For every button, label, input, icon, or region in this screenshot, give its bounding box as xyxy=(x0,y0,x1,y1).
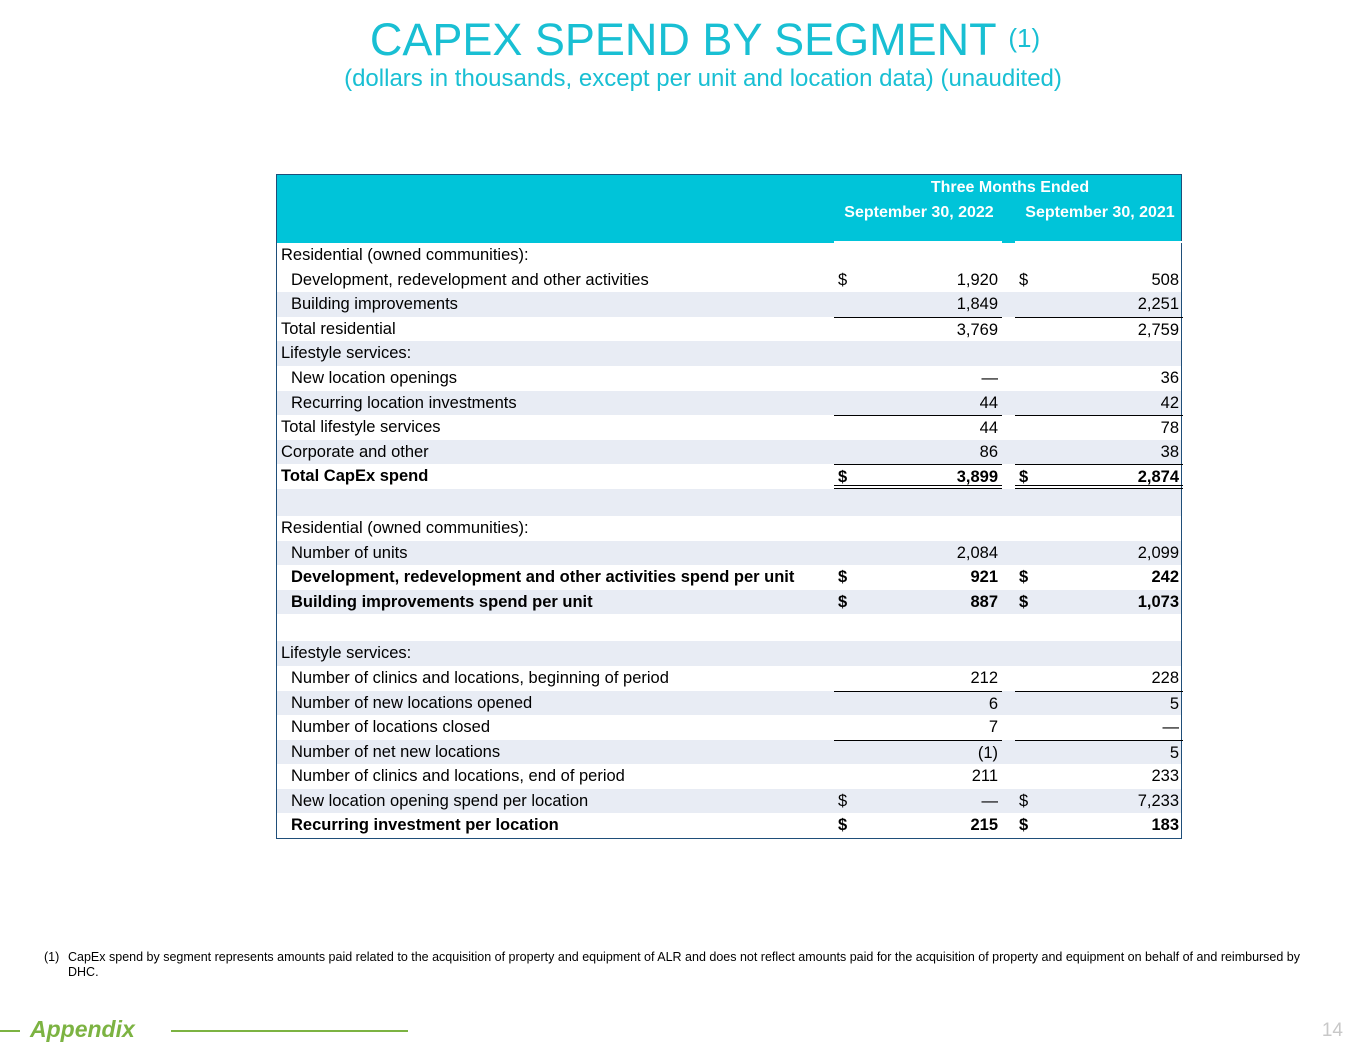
value-cell-2021 xyxy=(1015,317,1183,343)
cell-value: 921 xyxy=(970,568,998,587)
row-label: Recurring investment per location xyxy=(291,816,559,835)
table-row xyxy=(277,516,1181,541)
value-cell-2021 xyxy=(1015,764,1183,789)
row-label: Number of new locations opened xyxy=(291,693,533,712)
value-cell-2021 xyxy=(1015,341,1183,366)
value-cell-2022 xyxy=(834,292,1002,317)
table-row xyxy=(277,641,1181,666)
footer-divider-left xyxy=(0,1030,20,1032)
row-label: Total residential xyxy=(281,319,396,338)
table-row xyxy=(277,666,1181,691)
table-row xyxy=(277,366,1181,391)
value-cell-2022 xyxy=(834,715,1002,740)
value-cell-2022 xyxy=(834,516,1002,541)
value-cell-2021 xyxy=(1015,590,1183,615)
cell-value: 38 xyxy=(1160,442,1179,461)
currency-symbol: $ xyxy=(1019,468,1029,487)
table-row xyxy=(277,268,1181,293)
cell-value: 2,099 xyxy=(1137,543,1179,562)
cell-value: 242 xyxy=(1151,568,1179,587)
cell-value: 508 xyxy=(1151,270,1179,289)
spacer-row xyxy=(277,489,1181,516)
value-cell-2022 xyxy=(834,541,1002,566)
currency-symbol: $ xyxy=(1019,270,1029,289)
currency-symbol: $ xyxy=(838,816,848,835)
cell-value: 7,233 xyxy=(1137,791,1179,810)
value-cell-2022 xyxy=(834,391,1002,416)
cell-value: 36 xyxy=(1160,368,1179,387)
table-row xyxy=(277,341,1181,366)
table-row xyxy=(277,789,1181,814)
row-label: Building improvements spend per unit xyxy=(291,592,593,611)
table-row xyxy=(277,541,1181,566)
table-row xyxy=(277,464,1181,489)
cell-value: 78 xyxy=(1160,419,1179,438)
value-cell-2022 xyxy=(834,464,1002,490)
section-per-unit xyxy=(277,516,1181,614)
footnote xyxy=(44,950,1304,980)
value-cell-2022 xyxy=(834,789,1002,814)
table-row xyxy=(277,813,1181,838)
cell-value: 6 xyxy=(988,694,998,713)
value-cell-2021 xyxy=(1015,691,1183,717)
col-header-2022: September 30, 2022 xyxy=(844,204,994,221)
cell-value: 1,849 xyxy=(956,295,998,314)
row-label: Recurring location investments xyxy=(291,393,517,412)
value-cell-2021 xyxy=(1015,666,1183,691)
table-row xyxy=(277,565,1181,590)
value-cell-2022 xyxy=(834,243,1002,268)
row-label: Number of clinics and locations, end of period xyxy=(291,767,625,786)
footer-section-label: Appendix xyxy=(30,1016,135,1042)
table-header xyxy=(277,175,1181,243)
value-cell-2021 xyxy=(1015,464,1183,490)
table-row xyxy=(277,740,1181,765)
value-cell-2021 xyxy=(1015,440,1183,465)
currency-symbol: $ xyxy=(1019,568,1029,587)
value-cell-2022 xyxy=(834,764,1002,789)
currency-symbol: $ xyxy=(1019,592,1029,611)
row-label: Lifestyle services: xyxy=(281,644,412,663)
cell-value: 44 xyxy=(979,419,998,438)
cell-value: 887 xyxy=(970,592,998,611)
value-cell-2022 xyxy=(834,366,1002,391)
footnote-number: (1) xyxy=(44,950,60,964)
table-row xyxy=(277,391,1181,416)
cell-value: 212 xyxy=(970,668,998,687)
section-capex xyxy=(277,243,1181,489)
page-number: 14 xyxy=(1321,1020,1343,1041)
row-label: Number of units xyxy=(291,543,408,562)
col-header-2021: September 30, 2021 xyxy=(1025,204,1175,221)
table-row xyxy=(277,590,1181,615)
value-cell-2021 xyxy=(1015,565,1183,590)
currency-symbol: $ xyxy=(1019,816,1029,835)
currency-symbol: $ xyxy=(838,468,848,487)
value-cell-2021 xyxy=(1015,268,1183,293)
table-row xyxy=(277,764,1181,789)
currency-symbol: $ xyxy=(838,568,848,587)
row-label: New location openings xyxy=(291,368,458,387)
cell-value: 2,251 xyxy=(1137,295,1179,314)
value-cell-2022 xyxy=(834,565,1002,590)
value-cell-2021 xyxy=(1015,789,1183,814)
value-cell-2021 xyxy=(1015,243,1183,268)
value-cell-2022 xyxy=(834,590,1002,615)
footer-divider-right xyxy=(171,1030,408,1032)
cell-value: 42 xyxy=(1160,393,1179,412)
currency-symbol: $ xyxy=(838,791,848,810)
value-cell-2021 xyxy=(1015,541,1183,566)
row-label: Total CapEx spend xyxy=(281,467,429,486)
table-row xyxy=(277,243,1181,268)
cell-value: 3,769 xyxy=(956,320,998,339)
cell-value: (1) xyxy=(977,743,998,762)
capex-table xyxy=(276,174,1182,839)
row-label: Residential (owned communities): xyxy=(281,518,529,537)
cell-value: 5 xyxy=(1169,743,1179,762)
value-cell-2021 xyxy=(1015,391,1183,416)
row-label: Number of net new locations xyxy=(291,742,501,761)
spacer-row xyxy=(277,614,1181,641)
row-label: Development, redevelopment and other activities spend per unit xyxy=(291,568,795,587)
value-cell-2022 xyxy=(834,666,1002,691)
row-label: New location opening spend per location xyxy=(291,791,589,810)
page-subtitle: (dollars in thousands, except per unit and location data) (unaudited) xyxy=(344,65,1062,92)
value-cell-2021 xyxy=(1015,740,1183,766)
value-cell-2022 xyxy=(834,641,1002,666)
title-text: CAPEX SPEND BY SEGMENT xyxy=(369,14,996,65)
table-row xyxy=(277,440,1181,465)
value-cell-2021 xyxy=(1015,292,1183,317)
value-cell-2021 xyxy=(1015,516,1183,541)
table-row xyxy=(277,317,1181,342)
table-row xyxy=(277,715,1181,740)
value-cell-2021 xyxy=(1015,813,1183,838)
cell-value: 1,920 xyxy=(956,270,998,289)
group-header: Three Months Ended xyxy=(930,179,1090,196)
cell-value: 1,073 xyxy=(1137,592,1179,611)
value-cell-2021 xyxy=(1015,415,1183,441)
cell-value: 2,759 xyxy=(1137,320,1179,339)
currency-symbol: $ xyxy=(838,592,848,611)
footnote-text: CapEx spend by segment represents amounts paid related to the acquisition of property and equipment of ALR and does not reflect amounts paid for the acquisition of property and equipment on behalf of and reimbursed by DHC. xyxy=(68,950,1301,979)
currency-symbol: $ xyxy=(1019,791,1029,810)
value-cell-2022 xyxy=(834,317,1002,343)
value-cell-2022 xyxy=(834,813,1002,838)
cell-value: — xyxy=(981,791,998,810)
row-label: Number of locations closed xyxy=(291,718,491,737)
cell-value: — xyxy=(1162,718,1179,737)
value-cell-2022 xyxy=(834,740,1002,766)
currency-symbol: $ xyxy=(838,270,848,289)
cell-value: 2,084 xyxy=(956,543,998,562)
cell-value: 183 xyxy=(1151,816,1179,835)
row-label: Total lifestyle services xyxy=(281,418,441,437)
row-label: Building improvements xyxy=(291,295,458,314)
section-locations xyxy=(277,641,1181,838)
cell-value: 228 xyxy=(1151,668,1179,687)
value-cell-2022 xyxy=(834,268,1002,293)
value-cell-2021 xyxy=(1015,641,1183,666)
cell-value: 233 xyxy=(1151,767,1179,786)
cell-value: 215 xyxy=(970,816,998,835)
cell-value: 86 xyxy=(979,442,998,461)
row-label: Corporate and other xyxy=(281,442,429,461)
cell-value: 2,874 xyxy=(1137,468,1179,487)
value-cell-2022 xyxy=(834,440,1002,465)
row-label: Residential (owned communities): xyxy=(281,246,529,264)
cell-value: 211 xyxy=(971,767,998,786)
table-row xyxy=(277,691,1181,716)
table-row xyxy=(277,292,1181,317)
page-title xyxy=(0,14,1365,66)
row-label: Development, redevelopment and other activities xyxy=(291,270,649,289)
value-cell-2021 xyxy=(1015,715,1183,740)
cell-value: — xyxy=(981,368,998,387)
row-label: Number of clinics and locations, beginning of period xyxy=(291,668,669,687)
value-cell-2022 xyxy=(834,691,1002,717)
table-row xyxy=(277,415,1181,440)
cell-value: 3,899 xyxy=(956,468,998,487)
title-footnote-marker: (1) xyxy=(1008,23,1041,53)
cell-value: 44 xyxy=(979,393,998,412)
value-cell-2021 xyxy=(1015,366,1183,391)
row-label: Lifestyle services: xyxy=(281,344,412,363)
cell-value: 7 xyxy=(988,718,998,737)
cell-value: 5 xyxy=(1169,694,1179,713)
value-cell-2022 xyxy=(834,415,1002,441)
value-cell-2022 xyxy=(834,341,1002,366)
